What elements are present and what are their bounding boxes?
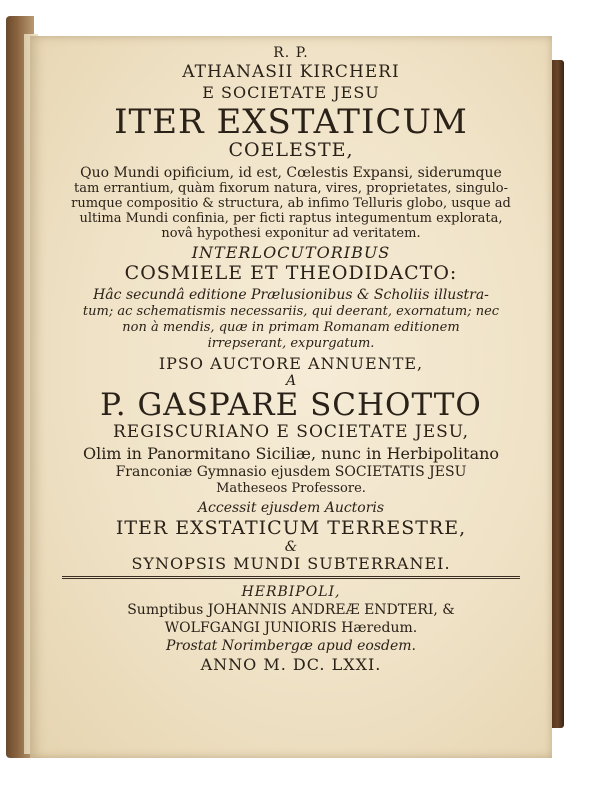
description-line: tam errantium, quàm fixorum natura, vires, proprietates, singulo- <box>74 181 508 196</box>
editor-name: P. GASPARE SCHOTTO <box>100 387 482 423</box>
matheseos-line: Matheseos Professore. <box>216 481 366 496</box>
imprint-prostat: Prostat Norimbergæ apud eosdem. <box>165 638 417 654</box>
imprint-publisher: Sumptibus JOHANNIS ANDREÆ ENDTERI, & <box>127 602 455 618</box>
interlocutoribus-heading: INTERLOCUTORIBUS <box>191 243 391 262</box>
description-line: novâ hypothesi exponitur ad veritatem. <box>161 226 421 241</box>
ipso-auctore: IPSO AUCTORE ANNUENTE, <box>158 354 424 373</box>
edition-line: tum; ac schematismis necessariis, qui deerant, exornatum; nec <box>82 304 500 319</box>
imprint-year: ANNO M. DC. LXXI. <box>200 655 382 674</box>
imprint-heirs: WOLFGANGI JUNIORIS Hæredum. <box>164 620 418 636</box>
ampersand: & <box>284 539 298 555</box>
subtitle-coeleste: COELESTE, <box>228 139 354 161</box>
reverend-abbrev: R. P. <box>273 45 309 61</box>
main-title: ITER EXSTATICUM <box>114 102 468 142</box>
editor-origin: REGISCURIANO E SOCIETATE JESU, <box>113 422 469 442</box>
description-line: ultima Mundi confinia, per ficti raptus integumentum explorata, <box>79 211 503 226</box>
franconiae-line: Franconiæ Gymnasio ejusdem SOCIETATIS JESU <box>115 464 467 480</box>
terrestre-title: ITER EXSTATICUM TERRESTRE, <box>115 517 467 539</box>
double-rule-divider <box>62 576 520 579</box>
title-page-text <box>44 44 538 673</box>
book <box>6 10 564 760</box>
author-society: E SOCIETATE JESU <box>202 83 380 102</box>
olim-line: Olim in Panormitano Siciliæ, nunc in Herbipolitano <box>82 444 500 463</box>
preposition-a: A <box>285 373 297 389</box>
edition-line: Hâc secundâ editione Prælusionibus & Scholiis illustra- <box>93 287 489 303</box>
description-line: Quo Mundi opificium, id est, Cœlestis Expansi, siderumque <box>80 165 502 181</box>
title-page <box>30 36 552 758</box>
description-line: rumque compositio & structura, ab infimo Telluris globo, usque ad <box>71 196 511 211</box>
imprint-place: HERBIPOLI, <box>241 584 341 600</box>
author-name: ATHANASII KIRCHERI <box>182 62 400 82</box>
interlocutors: COSMIELE ET THEODIDACTO: <box>124 262 458 284</box>
synopsis-title: SYNOPSIS MUNDI SUBTERRANEI. <box>131 554 451 573</box>
edition-line: non à mendis, quæ in primam Romanam editionem <box>122 320 460 335</box>
edition-line: irrepserant, expurgatum. <box>207 336 375 351</box>
accessit-line: Accessit ejusdem Auctoris <box>197 500 385 516</box>
